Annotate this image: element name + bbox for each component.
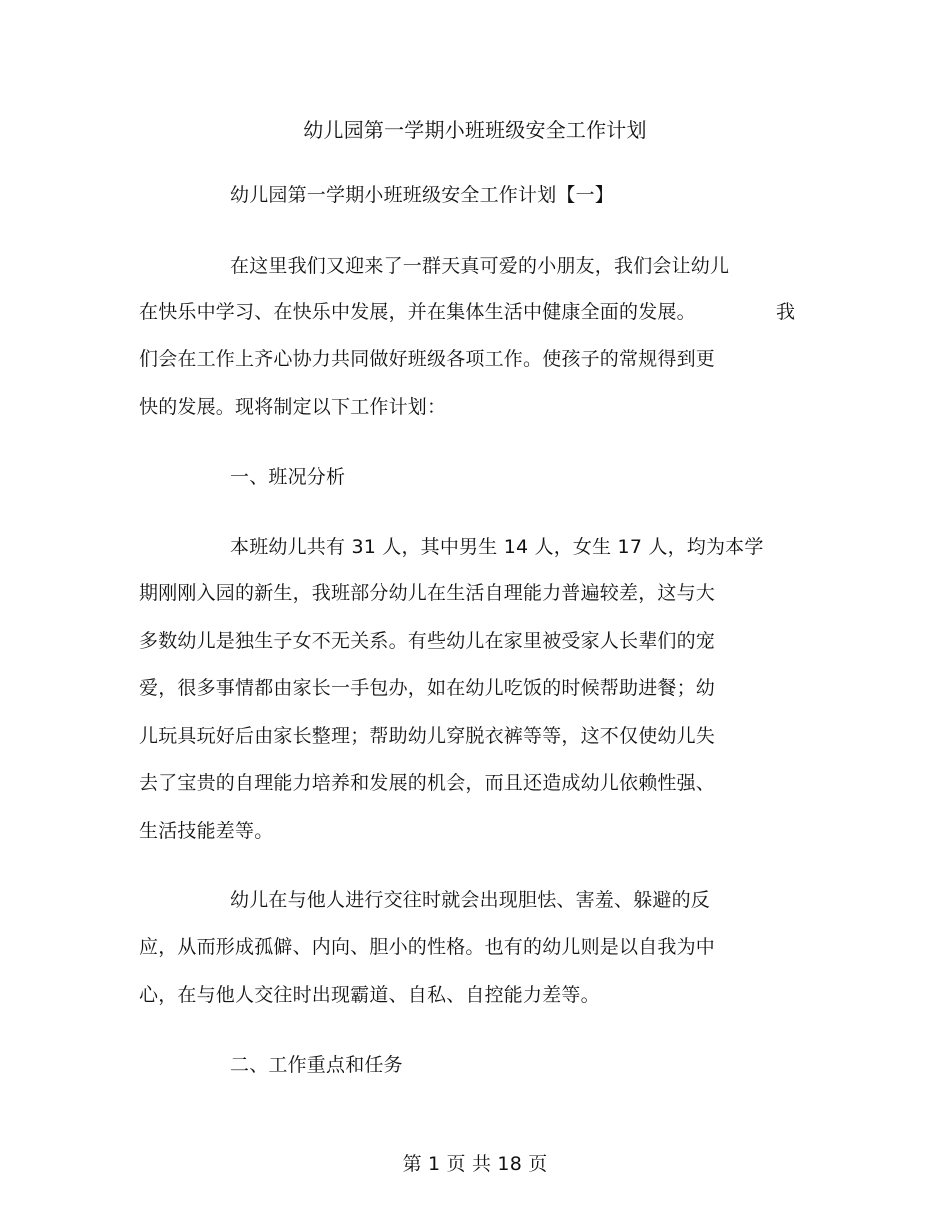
section-heading-1: 一、班况分析 <box>230 466 346 488</box>
paragraph-2-line-5: 儿玩具玩好后由家长整理；帮助幼儿穿脱衣裤等等，这不仅使幼儿失 <box>139 725 716 747</box>
paragraph-2-line-4: 爱，很多事情都由家长一手包办，如在幼儿吃饭的时候帮助进餐；幼 <box>139 677 716 699</box>
section-heading-2: 二、工作重点和任务 <box>230 1054 403 1076</box>
paragraph-1-line-2: 在快乐中学习、在快乐中发展，并在集体生活中健康全面的发展。 <box>139 301 696 323</box>
paragraph-3-line-1: 幼儿在与他人进行交往时就会出现胆怯、害羞、躲避的反 <box>230 889 711 911</box>
paragraph-2-line-6: 去了宝贵的自理能力培养和发展的机会，而且还造成幼儿依赖性强、 <box>139 772 716 794</box>
paragraph-2-line-1: 本班幼儿共有 31 人，其中男生 14 人，女生 17 人，均为本学 <box>230 536 764 558</box>
paragraph-3-line-2: 应，从而形成孤僻、内向、胆小的性格。也有的幼儿则是以自我为中 <box>139 936 716 958</box>
page-footer: 第 1 页 共 18 页 <box>402 1153 548 1175</box>
paragraph-1-line-2-tail: 我 <box>776 301 796 323</box>
paragraph-1-line-4: 快的发展。现将制定以下工作计划： <box>139 396 447 418</box>
paragraph-2-line-7: 生活技能差等。 <box>139 820 274 842</box>
paragraph-2-line-3: 多数幼儿是独生子女不无关系。有些幼儿在家里被受家人长辈们的宠 <box>139 630 716 652</box>
paragraph-1-line-1: 在这里我们又迎来了一群天真可爱的小朋友，我们会让幼儿 <box>230 255 730 277</box>
paragraph-1-line-3: 们会在工作上齐心协力共同做好班级各项工作。使孩子的常规得到更 <box>139 348 716 370</box>
document-title: 幼儿园第一学期小班班级安全工作计划 <box>303 118 647 142</box>
paragraph-3-line-3: 心，在与他人交往时出现霸道、自私、自控能力差等。 <box>139 984 600 1006</box>
document-subtitle: 幼儿园第一学期小班班级安全工作计划【一】 <box>230 184 615 206</box>
paragraph-2-line-2: 期刚刚入园的新生，我班部分幼儿在生活自理能力普遍较差，这与大 <box>139 582 716 604</box>
